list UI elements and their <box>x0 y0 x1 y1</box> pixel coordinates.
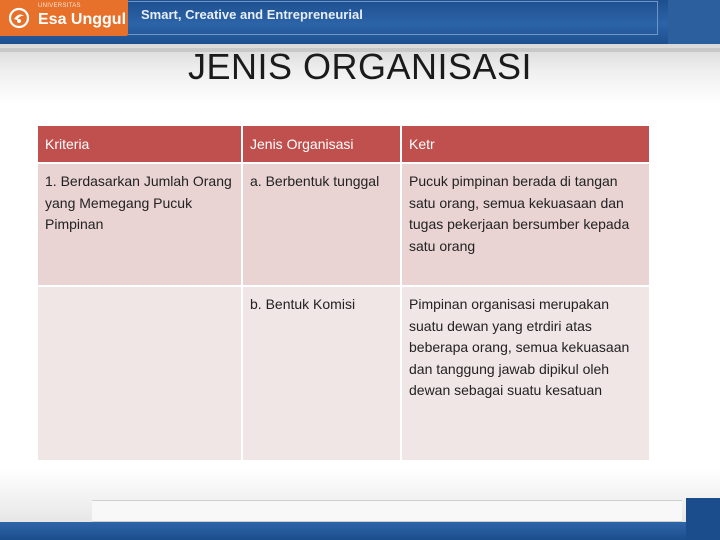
slide-title: JENIS ORGANISASI <box>187 46 533 87</box>
tagline: Smart, Creative and Entrepreneurial <box>141 7 363 22</box>
footer-right-panel <box>686 498 720 540</box>
column-header-kriteria: Kriteria <box>37 125 242 163</box>
logo-name: Esa Unggul <box>38 11 127 28</box>
column-header-jenis-organisasi: Jenis Organisasi <box>242 125 401 163</box>
logo[interactable] <box>0 0 128 36</box>
table-row <box>37 286 650 461</box>
logo-subtitle: UNIVERSITAS <box>38 3 81 9</box>
footer-bar <box>0 522 720 540</box>
column-header-ketr: Ketr <box>401 125 650 163</box>
table-cell-ketr: Pimpinan organisasi merupakan suatu dewan yang etrdiri atas beberapa orang, semua kekuasaan dan tanggung jawab dipikul oleh dewan sebagai suatu kesatuan <box>401 286 650 461</box>
header-right-panel <box>668 0 720 44</box>
organization-types-table <box>36 124 651 462</box>
table-cell-ketr: Pucuk pimpinan berada di tangan satu orang, semua kekuasaan dan tugas pekerjaan bersumber kepada satu orang <box>401 163 650 286</box>
table-cell-kriteria <box>37 286 242 461</box>
table-cell-jenis: b. Bentuk Komisi <box>242 286 401 461</box>
esa-unggul-emblem-icon <box>8 7 30 29</box>
footer-band <box>92 500 682 522</box>
table-cell-kriteria: 1. Berdasarkan Jumlah Orang yang Memegang Pucuk Pimpinan <box>37 163 242 286</box>
table-header-row <box>37 125 650 163</box>
table-cell-jenis: a. Berbentuk tunggal <box>242 163 401 286</box>
table-row <box>37 163 650 286</box>
